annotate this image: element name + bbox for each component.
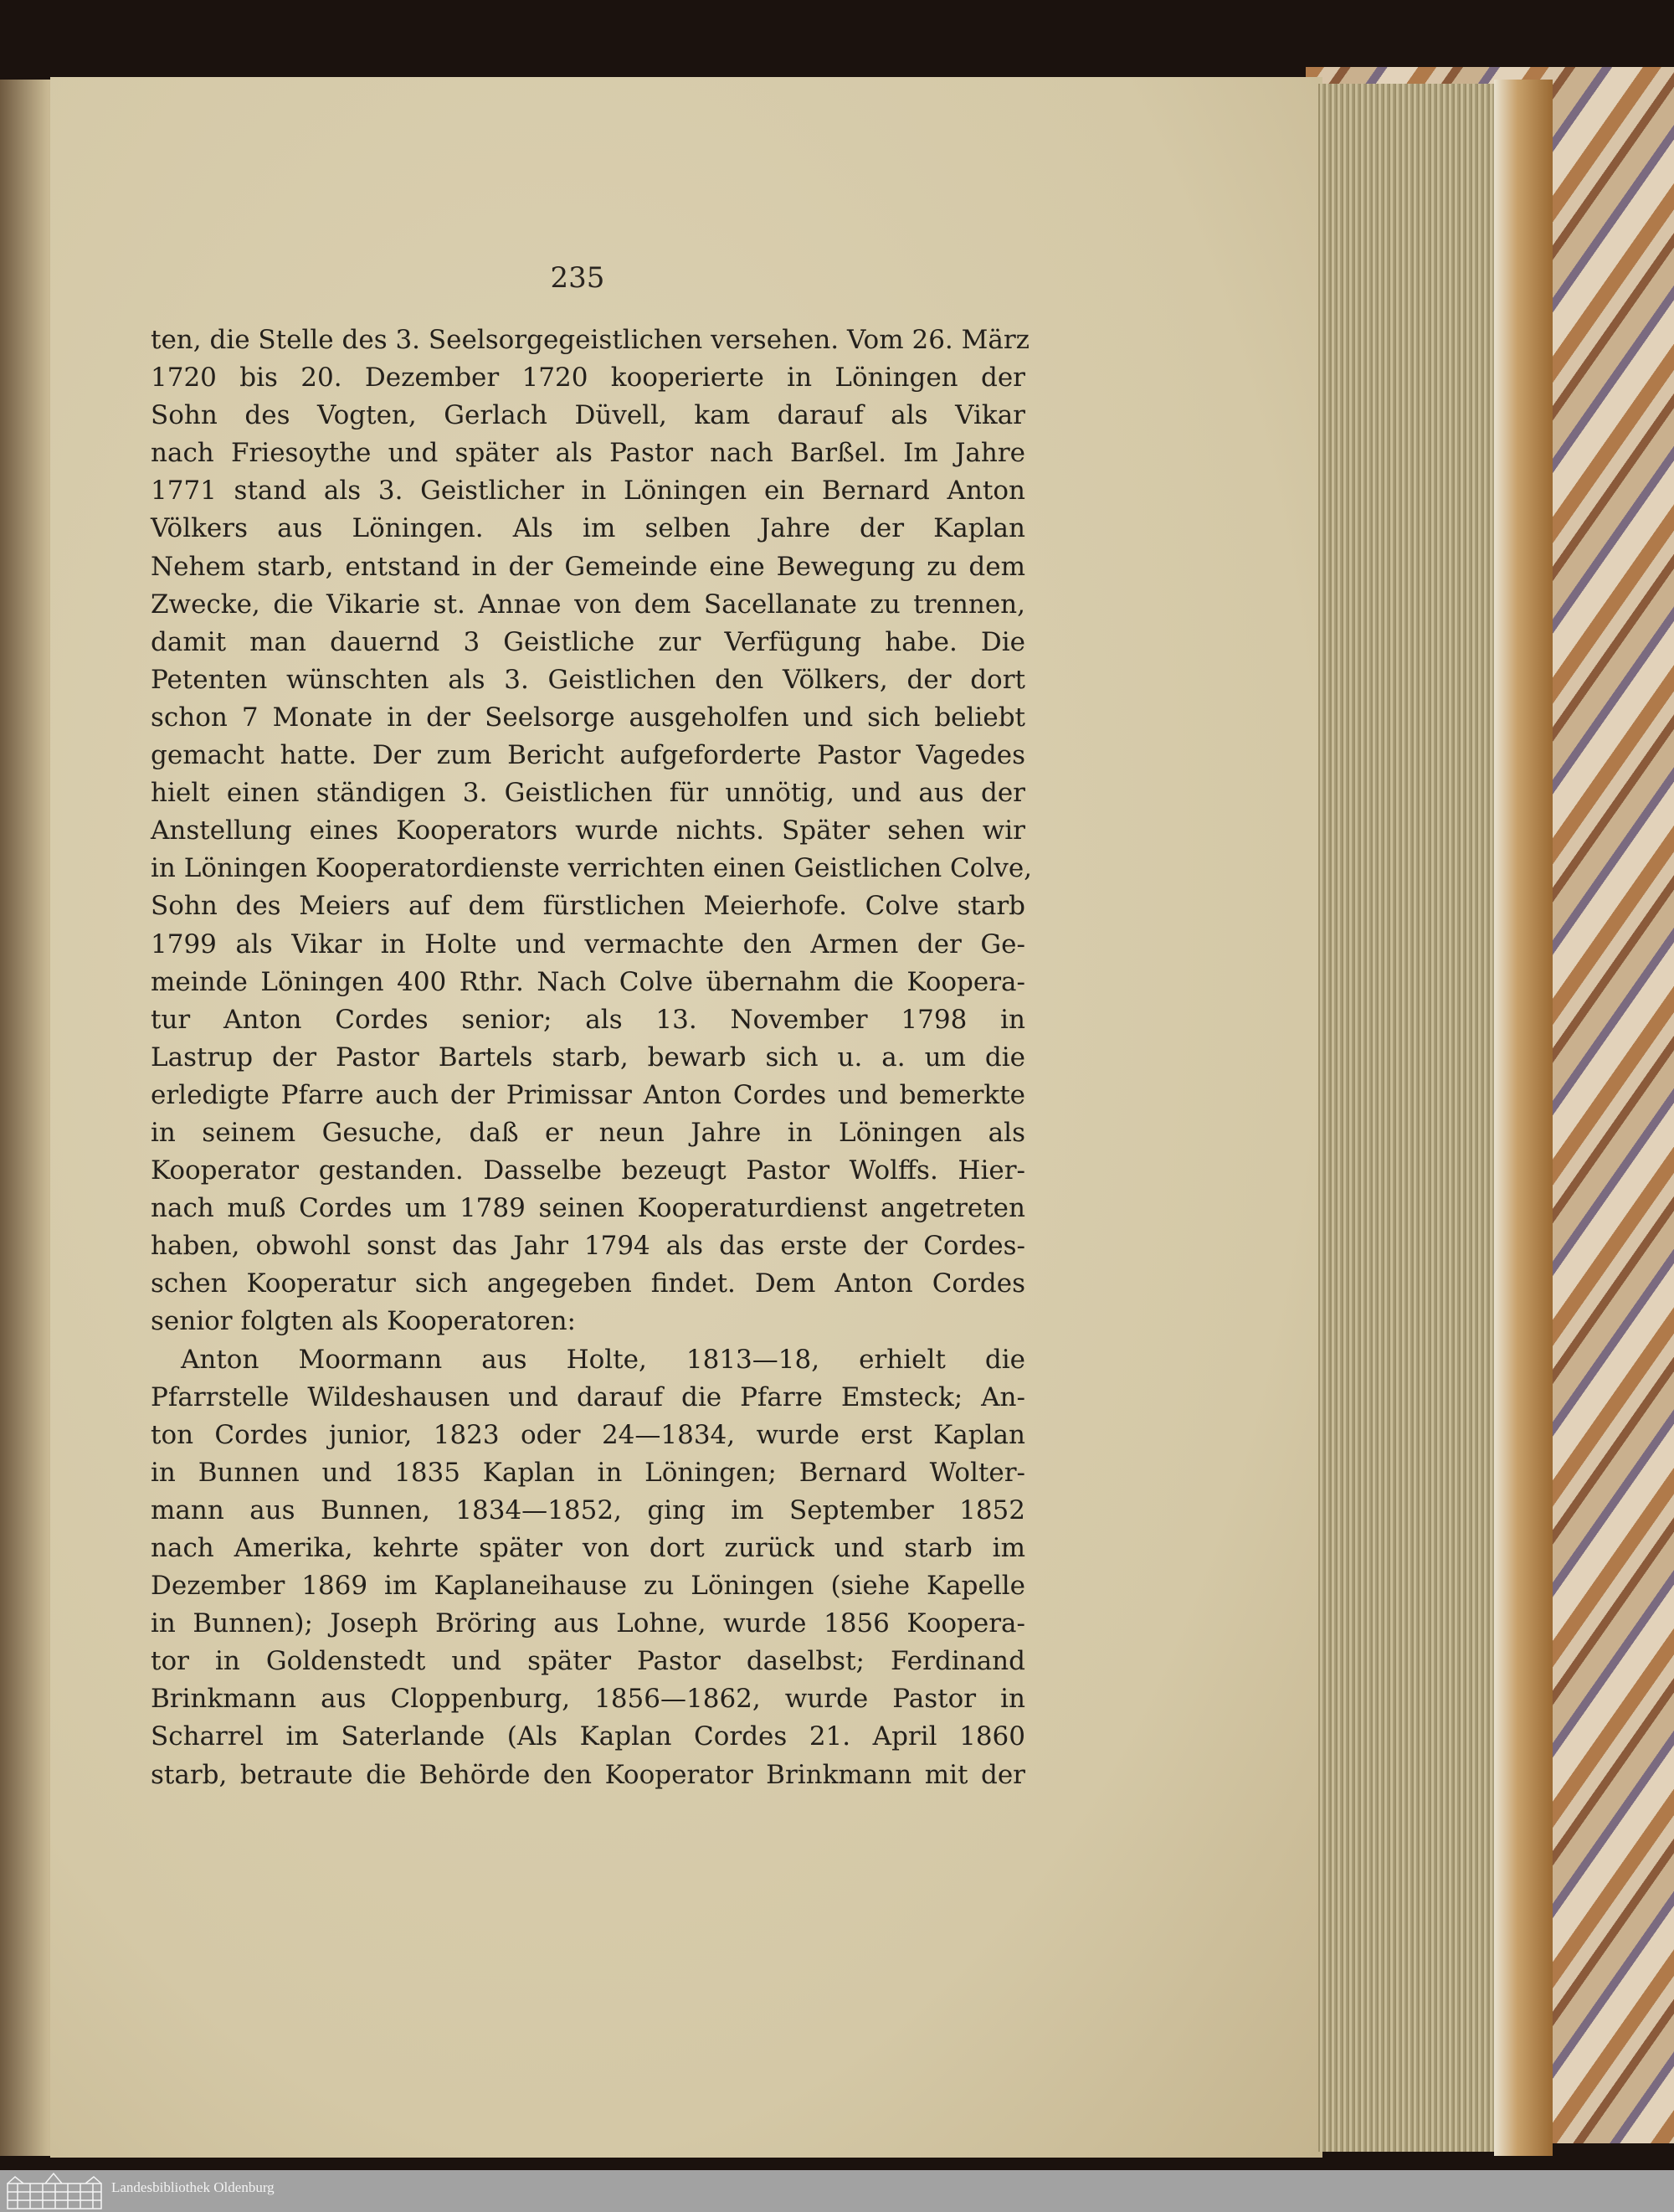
text-line: nach muß Cordes um 1789 seinen Kooperaturdienst angetreten [151, 1193, 1025, 1224]
text-line: in Bunnen); Joseph Bröring aus Lohne, wurde 1856 Koopera- [151, 1608, 1025, 1639]
text-line: Dezember 1869 im Kaplaneihause zu Löningen (siehe Kapelle [151, 1571, 1025, 1602]
page-text [151, 322, 1033, 1794]
text-line: Petenten wünschten als 3. Geistlichen den Völkers, der dort [151, 664, 1025, 695]
page-block-edges [1318, 84, 1494, 2152]
text-line: schon 7 Monate in der Seelsorge ausgeholfen und sich beliebt [151, 702, 1025, 733]
text-line: tur Anton Cordes senior; als 13. November 1798 in [151, 1004, 1025, 1035]
text-line: 1720 bis 20. Dezember 1720 kooperierte in Löningen der [151, 363, 1025, 394]
text-line: ton Cordes junior, 1823 oder 24—1834, wurde erst Kaplan [151, 1419, 1025, 1450]
text-line: Kooperator gestanden. Dasselbe bezeugt Pastor Wolffs. Hier- [151, 1155, 1025, 1186]
text-line: in seinem Gesuche, daß er neun Jahre in Löningen als [151, 1117, 1025, 1148]
text-line: Anton Moormann aus Holte, 1813—18, erhielt die [181, 1344, 1025, 1375]
library-building-icon [5, 2172, 104, 2210]
text-line: Lastrup der Pastor Bartels starb, bewarb sich u. a. um die [151, 1042, 1025, 1073]
page-number: 235 [550, 261, 605, 295]
text-line: tor in Goldenstedt und später Pastor daselbst; Ferdinand [151, 1646, 1025, 1677]
text-line: 1771 stand als 3. Geistlicher in Löningen ein Bernard Anton [151, 476, 1025, 507]
text-line: Nehem starb, entstand in der Gemeinde eine Bewegung zu dem [151, 551, 1025, 582]
library-name: Landesbibliothek Oldenburg [111, 2179, 275, 2195]
text-line: Sohn des Vogten, Gerlach Düvell, kam darauf als Vikar [151, 400, 1025, 431]
text-line: Anstellung eines Kooperators wurde nichts. Später sehen wir [151, 815, 1025, 846]
text-line: nach Friesoythe und später als Pastor nach Barßel. Im Jahre [151, 438, 1025, 469]
text-line: Zwecke, die Vikarie st. Annae von dem Sacellanate zu trennen, [151, 589, 1025, 620]
text-line: starb, betraute die Behörde den Kooperator Brinkmann mit der [151, 1759, 1025, 1790]
text-line: gemacht hatte. Der zum Bericht aufgeforderte Pastor Vagedes [151, 740, 1025, 771]
text-line: nach Amerika, kehrte später von dort zurück und starb im [151, 1533, 1025, 1563]
text-line: in Löningen Kooperatordienste verrichten einen Geistlichen Colve, [151, 853, 1033, 884]
text-line: damit man dauernd 3 Geistliche zur Verfügung habe. Die [151, 626, 1025, 657]
text-line: in Bunnen und 1835 Kaplan in Löningen; Bernard Wolter- [151, 1457, 1025, 1488]
text-line: mann aus Bunnen, 1834—1852, ging im September 1852 [151, 1494, 1025, 1525]
book-cover-edge [1494, 80, 1553, 2156]
text-line: Völkers aus Löningen. Als im selben Jahre der Kaplan [151, 513, 1025, 544]
text-line: Pfarrstelle Wildeshausen und darauf die Pfarre Emsteck; An- [151, 1381, 1025, 1412]
text-line: hielt einen ständigen 3. Geistlichen für unnötig, und aus der [151, 778, 1025, 809]
text-line: erledigte Pfarre auch der Primissar Anton Cordes und bemerkte [151, 1079, 1025, 1110]
text-line: ten, die Stelle des 3. Seelsorgegeistlichen versehen. Vom 26. März [151, 325, 1030, 355]
text-line: 1799 als Vikar in Holte und vermachte den Armen der Ge- [151, 929, 1025, 959]
text-line: Brinkmann aus Cloppenburg, 1856—1862, wurde Pastor in [151, 1684, 1025, 1715]
text-line: haben, obwohl sonst das Jahr 1794 als das erste der Cordes- [151, 1231, 1025, 1262]
text-line: meinde Löningen 400 Rthr. Nach Colve übernahm die Koopera- [151, 966, 1025, 997]
text-line: schen Kooperatur sich angegeben findet. Dem Anton Cordes [151, 1268, 1025, 1299]
text-line: Scharrel im Saterlande (Als Kaplan Cordes 21. April 1860 [151, 1721, 1025, 1752]
text-line: Sohn des Meiers auf dem fürstlichen Meierhofe. Colve starb [151, 891, 1025, 922]
text-line: senior folgten als Kooperatoren: [151, 1306, 576, 1337]
